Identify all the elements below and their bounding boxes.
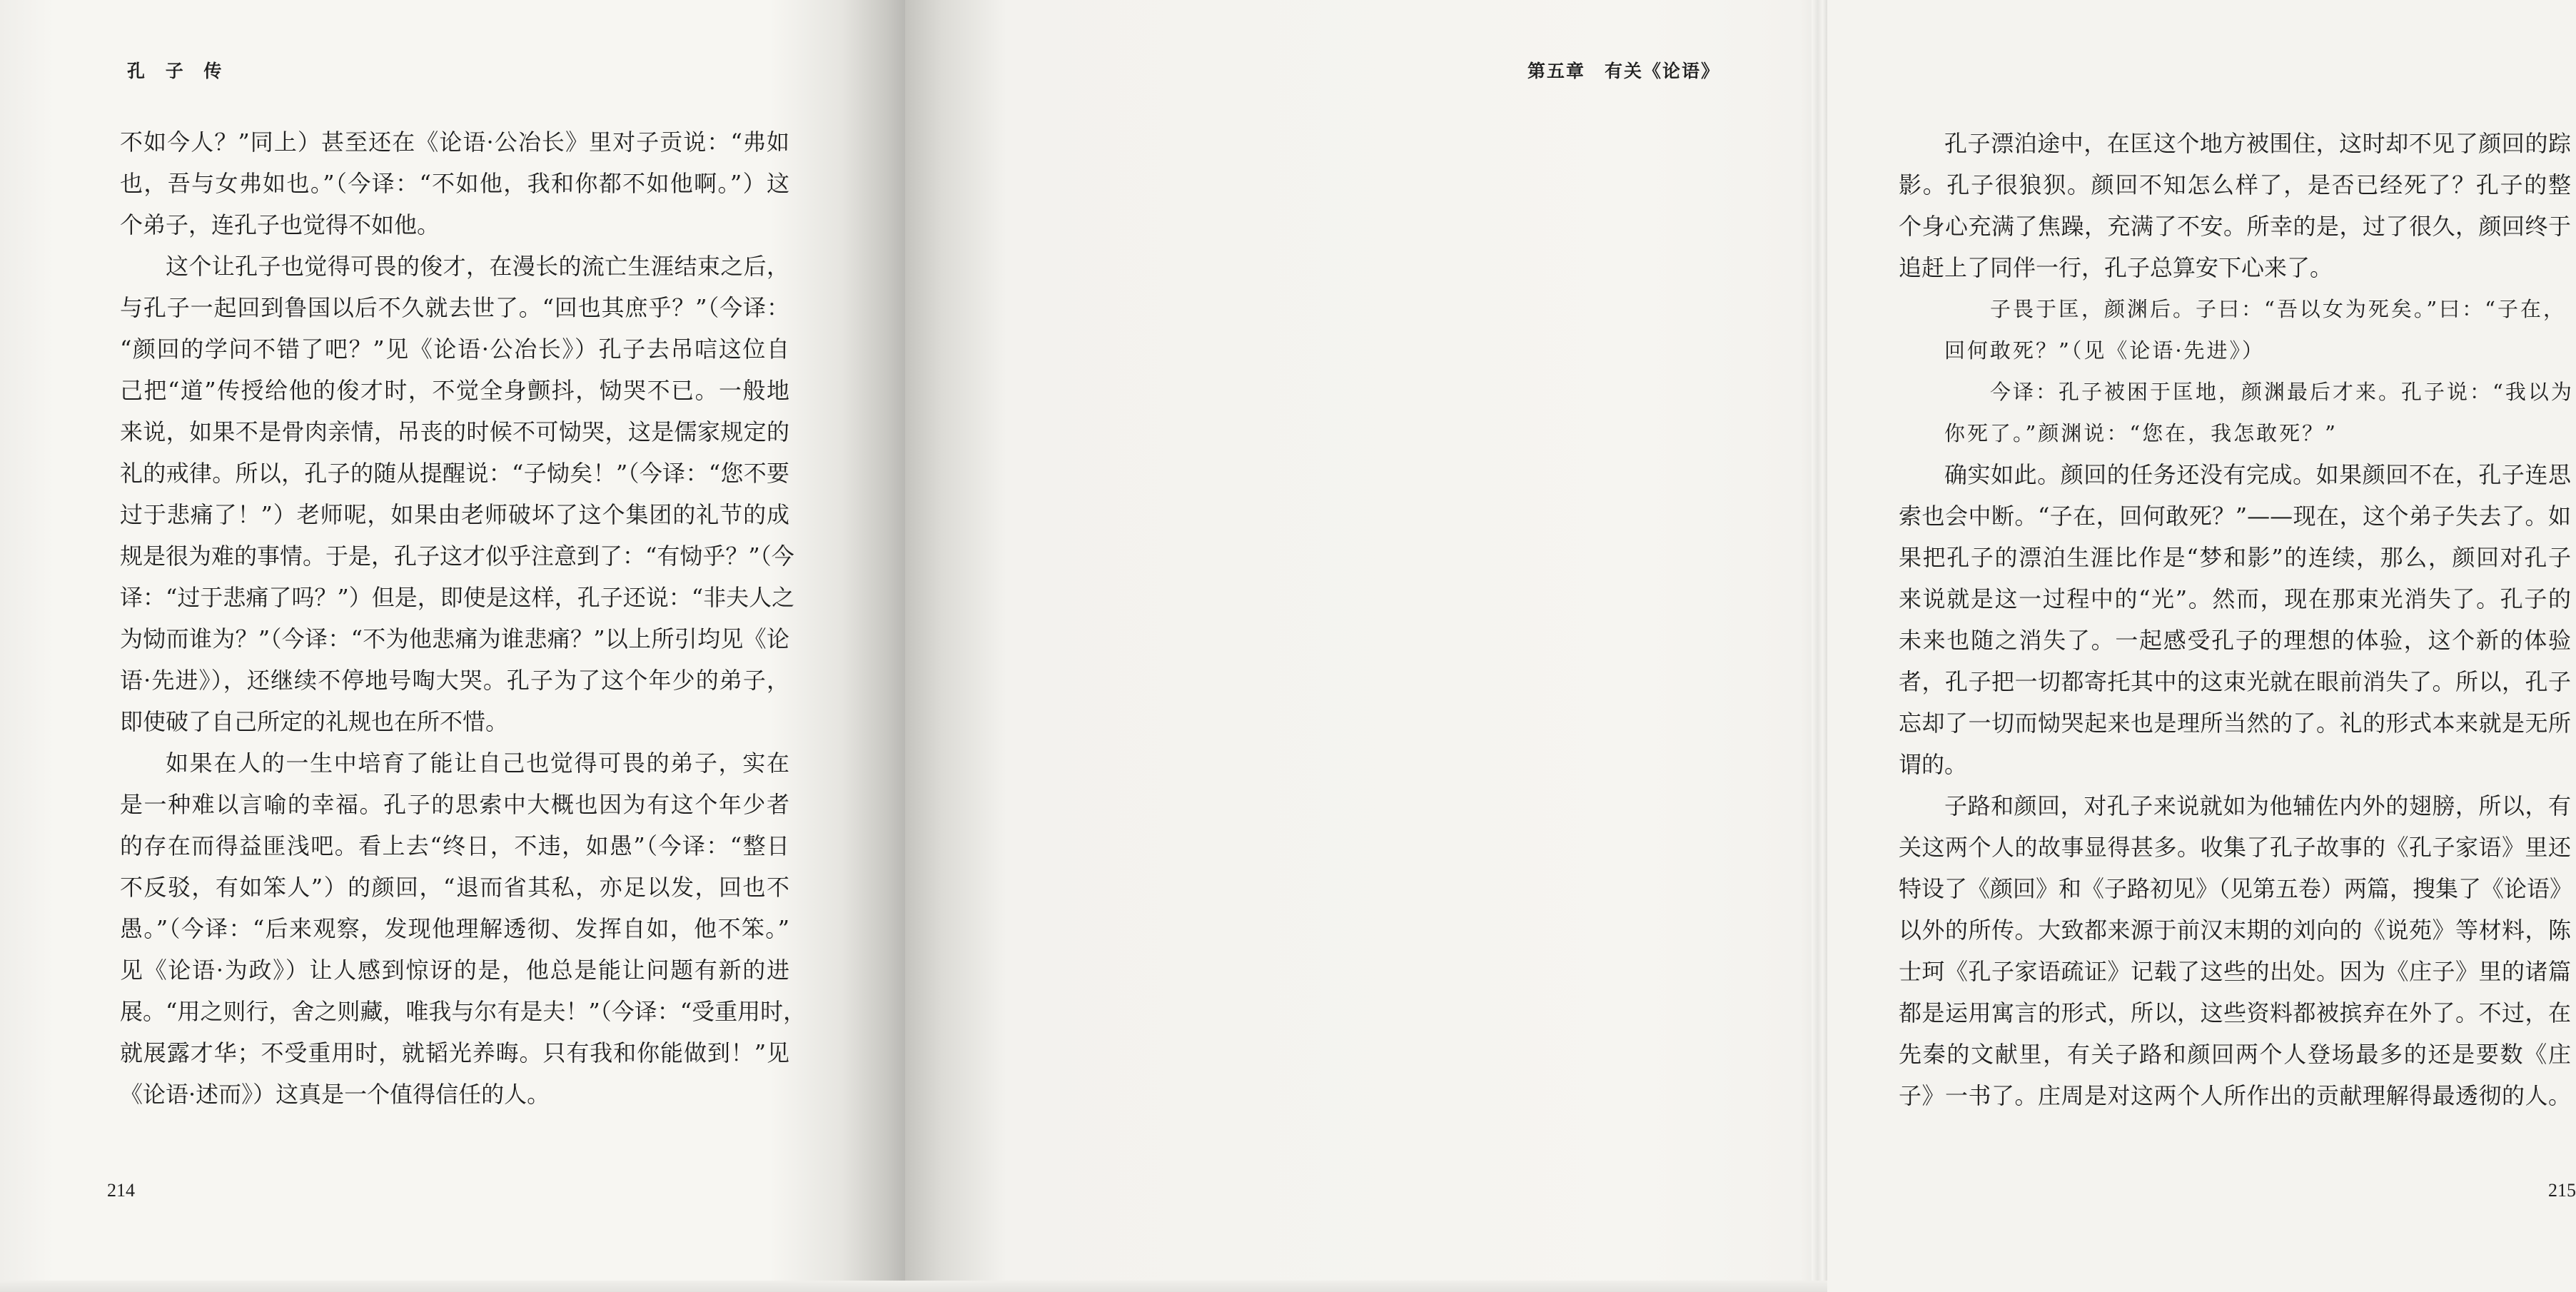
- text-line: 规是很为难的事情。于是，孔子这才似乎注意到了：“有恸乎？”（今: [120, 542, 794, 570]
- text-line: 确实如此。颜回的任务还没有完成。如果颜回不在，孔子连思: [1944, 461, 2571, 488]
- text-line: 忘却了一切而恸哭起来也是理所当然的了。礼的形式本来就是无所: [1899, 710, 2571, 737]
- text-line: 语·先进》），还继续不停地号啕大哭。孔子为了这个年少的弟子，: [120, 667, 789, 694]
- text-line: “颜回的学问不错了吧？”见《论语·公冶长》）孔子去吊唁这位自: [120, 335, 789, 363]
- text-line: 以外的所传。大致都来源于前汉末期的刘向的《说苑》等材料，陈: [1899, 917, 2571, 944]
- text-line: 个身心充满了焦躁，充满了不安。所幸的是，过了很久，颜回终于: [1899, 213, 2571, 240]
- right-text-block: [1899, 123, 2574, 1116]
- quote-line: 子畏于匡，颜渊后。子曰：“吾以女为死矣。”曰：“子在，: [1990, 297, 2566, 321]
- text-line: 是一种难以言喻的幸福。孔子的思索中大概也因为有这个年少者: [120, 791, 789, 818]
- quote-line: 你死了。”颜渊说：“您在，我怎敢死？”: [1944, 421, 2338, 445]
- page-edge-shadow: [1812, 0, 1827, 1292]
- quote-line: 回何敢死？”（见《论语·先进》）: [1944, 338, 2266, 363]
- text-line: 影。孔子很狼狈。颜回不知怎么样了，是否已经死了？孔子的整: [1899, 171, 2571, 198]
- text-line: 即使破了自己所定的礼规也在所不惜。: [120, 708, 509, 735]
- page-number-left: 214: [107, 1180, 135, 1201]
- text-line: 未来也随之消失了。一起感受孔子的理想的体验，这个新的体验: [1899, 627, 2571, 654]
- text-line: 礼的戒律。所以，孔子的随从提醒说：“子恸矣！”（今译：“您不要: [120, 460, 789, 487]
- text-line: 谓的。: [1899, 751, 1968, 778]
- text-line: 士珂《孔子家语疏证》记载了这些的出处。因为《庄子》里的诸篇: [1899, 958, 2571, 985]
- text-line: 己把“道”传授给他的俊才时，不觉全身颤抖，恸哭不已。一般地: [120, 377, 789, 404]
- text-line: 的存在而得益匪浅吧。看上去“终日，不违，如愚”（今译：“整日: [120, 832, 789, 859]
- text-line: 者，孔子把一切都寄托其中的这束光就在眼前消失了。所以，孔子: [1899, 668, 2571, 695]
- text-line: 也，吾与女弗如也。”（今译：“不如他，我和你都不如他啊。”）这: [120, 170, 789, 197]
- text-line: 如果在人的一生中培育了能让自己也觉得可畏的弟子，实在: [166, 750, 789, 777]
- left-text-block: [120, 121, 807, 1115]
- text-line: 这个让孔子也觉得可畏的俊才，在漫长的流亡生涯结束之后，: [166, 253, 789, 280]
- text-line: 译：“过于悲痛了吗？”）但是，即使是这样，孔子还说：“非夫人之: [120, 584, 795, 611]
- text-line: 果把孔子的漂泊生涯比作是“梦和影”的连续，那么，颜回对孔子: [1899, 544, 2571, 571]
- text-line: 子路和颜回，对孔子来说就如为他辅佐内外的翅膀，所以，有: [1944, 792, 2571, 819]
- text-line: 关这两个人的故事显得甚多。收集了孔子故事的《孔子家语》里还: [1899, 834, 2571, 861]
- text-line: 孔子漂泊途中，在匡这个地方被围住，这时却不见了颜回的踪: [1944, 130, 2571, 157]
- text-line: 来说，如果不是骨肉亲情，吊丧的时候不可恸哭，这是儒家规定的: [120, 418, 789, 445]
- page-number-right: 215: [2548, 1180, 2576, 1201]
- text-line: 先秦的文献里，有关子路和颜回两个人登场最多的还是要数《庄: [1899, 1041, 2571, 1068]
- text-line: 愚。”（今译：“后来观察，发现他理解透彻、发挥自如，他不笨。”: [120, 915, 789, 942]
- text-line: 索也会中断。“子在，回何敢死？”——现在，这个弟子失去了。如: [1899, 503, 2571, 530]
- text-line: 《论语·述而》）这真是一个值得信任的人。: [120, 1081, 550, 1108]
- right-page: [905, 0, 2576, 1292]
- running-head-right: 第五章 有关《论语》: [1527, 61, 1720, 81]
- text-line: 与孔子一起回到鲁国以后不久就去世了。“回也其庶乎？”（今译：: [120, 294, 789, 321]
- text-line: 展。“用之则行，舍之则藏，唯我与尔有是夫！”（今译：“受重用时，: [120, 998, 807, 1025]
- text-line: 不如今人？”同上）甚至还在《论语·公冶长》里对子贡说：“弗如: [120, 128, 789, 156]
- text-line: 不反驳，有如笨人”）的颜回，“退而省其私，亦足以发，回也不: [120, 874, 789, 901]
- running-head-left: 孔 子 传: [127, 61, 229, 81]
- text-line: 追赶上了同伴一行，孔子总算安下心来了。: [1899, 254, 2333, 281]
- left-page: [0, 0, 905, 1292]
- text-line: 过于悲痛了！”）老师呢，如果由老师破坏了这个集团的礼节的成: [120, 501, 789, 528]
- text-line: 为恸而谁为？”（今译：“不为他悲痛为谁悲痛？”以上所引均见《论: [120, 625, 789, 652]
- text-line: 子》一书了。庄周是对这两个人所作出的贡献理解得最透彻的人。: [1899, 1082, 2571, 1109]
- block-quote: [1899, 288, 2574, 454]
- page-bottom-edge: [0, 1281, 1827, 1292]
- text-line: 来说就是这一过程中的“光”。然而，现在那束光消失了。孔子的: [1899, 585, 2571, 612]
- text-line: 都是运用寓言的形式，所以，这些资料都被摈弃在外了。不过，在: [1899, 999, 2571, 1026]
- text-line: 个弟子，连孔子也觉得不如他。: [120, 211, 440, 238]
- text-line: 就展露才华；不受重用时，就韬光养晦。只有我和你能做到！”见: [120, 1039, 789, 1066]
- text-line: 特设了《颜回》和《子路初见》（见第五卷）两篇，搜集了《论语》: [1899, 875, 2573, 902]
- quote-line: 今译：孔子被困于匡地，颜渊最后才来。孔子说：“我以为: [1990, 380, 2574, 404]
- text-line: 见《论语·为政》）让人感到惊讶的是，他总是能让问题有新的进: [120, 957, 789, 984]
